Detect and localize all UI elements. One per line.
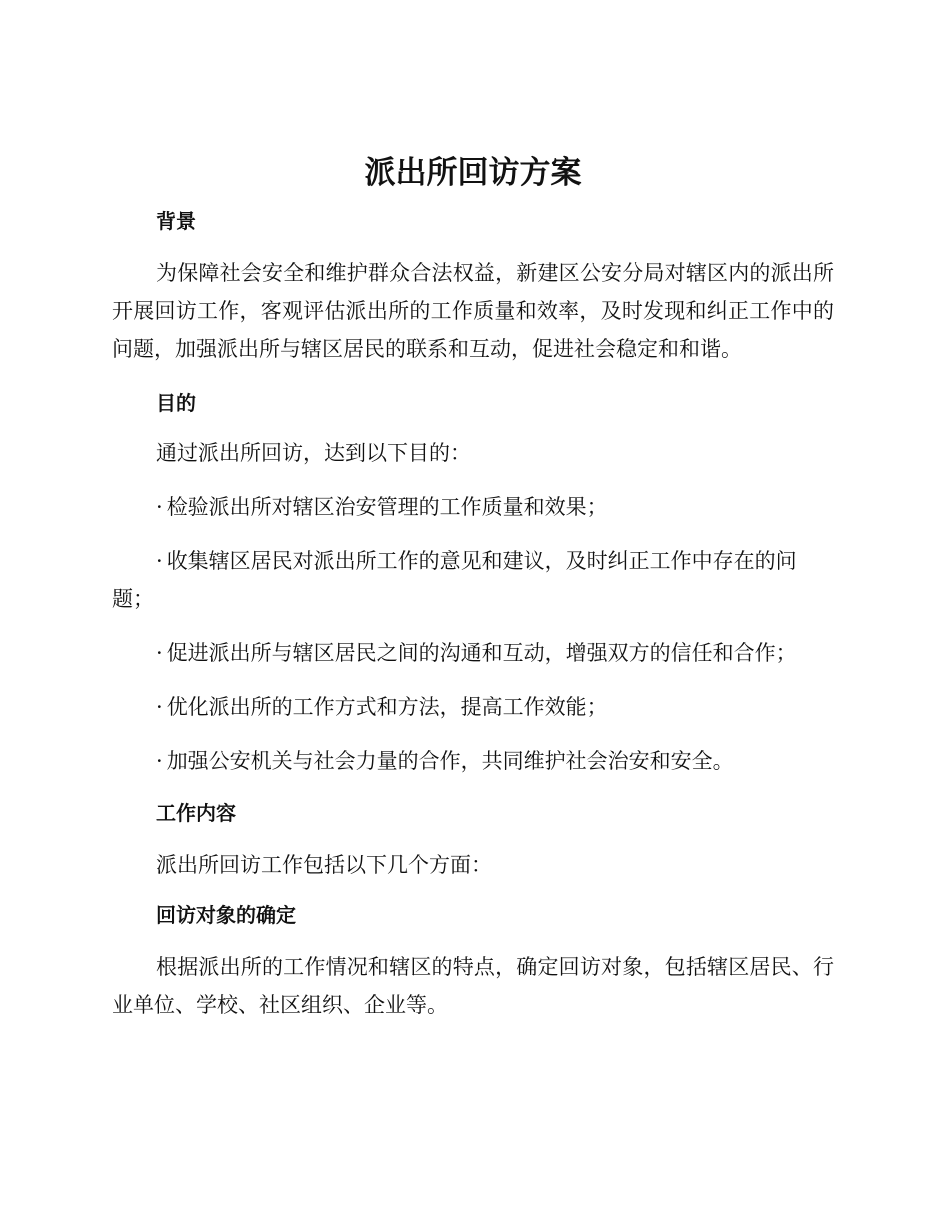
bullet-marker: · <box>156 549 163 573</box>
heading-purpose: 目的 <box>156 391 196 415</box>
list-item-text: 加强公安机关与社会力量的合作，共同维护社会治安和安全。 <box>166 749 734 773</box>
document-body <box>112 150 834 1024</box>
list-item-text: 检验派出所对辖区治安管理的工作质量和效果； <box>166 495 608 519</box>
heading-background: 背景 <box>156 209 196 233</box>
paragraph-target-selection: 根据派出所的工作情况和辖区的特点，确定回访对象，包括辖区居民、行业单位、学校、社区组织、企业等。 <box>112 955 834 1017</box>
paragraph-work-content-intro: 派出所回访工作包括以下几个方面： <box>156 853 492 877</box>
document-title: 派出所回访方案 <box>364 155 582 191</box>
paragraph-purpose-intro: 通过派出所回访，达到以下目的： <box>156 441 471 465</box>
list-item-text: 促进派出所与辖区居民之间的沟通和互动，增强双方的信任和合作； <box>166 641 797 665</box>
heading-target-selection: 回访对象的确定 <box>156 903 296 927</box>
list-item <box>112 742 834 780</box>
bullet-marker: · <box>156 695 163 719</box>
list-item <box>112 634 834 672</box>
bullet-marker: · <box>156 749 163 773</box>
list-item <box>112 688 834 726</box>
paragraph-background: 为保障社会安全和维护群众合法权益，新建区公安分局对辖区内的派出所开展回访工作，客观评估派出所的工作质量和效率，及时发现和纠正工作中的问题，加强派出所与辖区居民的联系和互动，促进社会稳定和和谐。 <box>112 261 834 361</box>
list-item-text: 收集辖区居民对派出所工作的意见和建议，及时纠正工作中存在的问题； <box>112 549 797 611</box>
bullet-marker: · <box>156 495 163 519</box>
heading-work-content: 工作内容 <box>156 801 236 825</box>
list-item <box>112 488 834 526</box>
list-item-text: 优化派出所的工作方式和方法，提高工作效能； <box>166 695 608 719</box>
list-item <box>112 542 834 618</box>
bullet-marker: · <box>156 641 163 665</box>
